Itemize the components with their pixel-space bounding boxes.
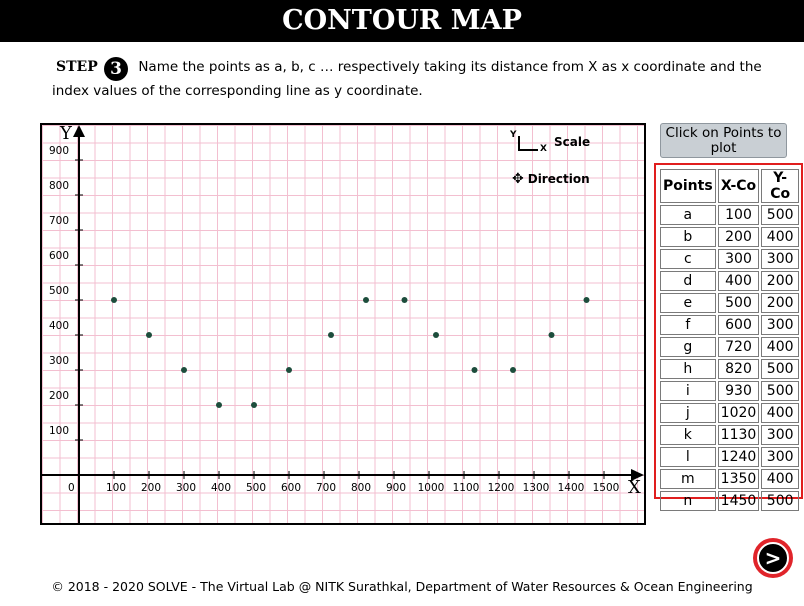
x-coordinate-cell: 600 (718, 315, 760, 335)
table-row (660, 249, 799, 269)
x-tick-label: 300 (175, 482, 197, 494)
y-coordinate-cell: 500 (761, 359, 799, 379)
direction-control[interactable] (512, 171, 590, 187)
table-row (660, 205, 799, 225)
x-coordinate-cell: 1240 (718, 447, 760, 467)
data-point (111, 297, 117, 303)
x-tick-label: 1500 (592, 482, 620, 494)
scale-label: Scale (554, 135, 591, 149)
x-coordinate-cell: 1020 (718, 403, 760, 423)
point-name-cell: e (660, 293, 716, 313)
x-tick-label: 1300 (522, 482, 550, 494)
points-table (658, 167, 801, 513)
x-tick-label: 1100 (452, 482, 480, 494)
instruction-body: Name the points as a, b, c … respectively taking its distance from X as x coordinate and the index values of the corresponding line as y coordinate. (52, 59, 762, 99)
x-coordinate-cell: 1130 (718, 425, 760, 445)
x-coordinate-cell: 300 (718, 249, 760, 269)
table-row (660, 425, 799, 445)
step-number-badge: 3 (104, 57, 128, 81)
x-tick-label: 100 (105, 482, 127, 494)
table-row (660, 293, 799, 313)
table-header-1: X-Co (718, 169, 760, 203)
y-coordinate-cell: 400 (761, 469, 799, 489)
table-row (660, 381, 799, 401)
table-header-2: Y-Co (761, 169, 799, 203)
footer-copyright: © 2018 - 2020 SOLVE - The Virtual Lab @ NITK Surathkal, Department of Water Resources & Ocean Engineering (51, 579, 753, 594)
y-tick-label: 400 (48, 320, 69, 332)
y-coordinate-cell: 200 (761, 293, 799, 313)
points-coordinate-panel (654, 163, 803, 509)
y-tick-label: 500 (48, 285, 69, 297)
data-point (251, 402, 257, 408)
data-point (472, 367, 478, 373)
x-coordinate-cell: 400 (718, 271, 760, 291)
y-coordinate-cell: 200 (761, 271, 799, 291)
x-axis-label: X (628, 477, 641, 498)
y-tick-label: 200 (48, 390, 69, 402)
data-point (328, 332, 334, 338)
data-point (146, 332, 152, 338)
axes-scale-icon: Y X (510, 130, 547, 154)
x-tick-label: 600 (280, 482, 302, 494)
data-point (216, 402, 222, 408)
point-name-cell: n (660, 491, 716, 511)
y-coordinate-cell: 400 (761, 227, 799, 247)
y-tick-label: 300 (48, 355, 69, 367)
y-coordinate-cell: 300 (761, 425, 799, 445)
x-tick-label: 400 (210, 482, 232, 494)
y-coordinate-cell: 300 (761, 249, 799, 269)
step-label: STEP (56, 59, 98, 75)
data-point (549, 332, 555, 338)
table-header-0: Points (660, 169, 716, 203)
point-name-cell: d (660, 271, 716, 291)
x-tick-label: 1000 (417, 482, 445, 494)
table-row (660, 227, 799, 247)
data-point (363, 297, 369, 303)
x-tick-label: 200 (140, 482, 162, 494)
table-row (660, 359, 799, 379)
y-coordinate-cell: 500 (761, 205, 799, 225)
x-tick-label: 700 (315, 482, 337, 494)
x-tick-label: 1200 (487, 482, 515, 494)
y-coordinate-cell: 500 (761, 381, 799, 401)
point-name-cell: g (660, 337, 716, 357)
y-tick-label: 100 (48, 425, 69, 437)
table-row (660, 403, 799, 423)
point-name-cell: k (660, 425, 716, 445)
x-coordinate-cell: 930 (718, 381, 760, 401)
x-coordinate-cell: 100 (718, 205, 760, 225)
x-coordinate-cell: 200 (718, 227, 760, 247)
point-name-cell: c (660, 249, 716, 269)
point-name-cell: h (660, 359, 716, 379)
move-arrows-icon: ✥ (512, 171, 524, 187)
x-tick-label: 900 (385, 482, 407, 494)
data-point (286, 367, 292, 373)
data-point (433, 332, 439, 338)
table-row (660, 271, 799, 291)
next-button[interactable] (753, 538, 793, 578)
table-row (660, 469, 799, 489)
contour-plot-area[interactable] (40, 123, 646, 525)
y-tick-label: 900 (48, 145, 69, 157)
point-name-cell: m (660, 469, 716, 489)
y-coordinate-cell: 300 (761, 447, 799, 467)
point-name-cell: l (660, 447, 716, 467)
x-coordinate-cell: 500 (718, 293, 760, 313)
y-axis-label: Y (60, 125, 72, 144)
data-point (510, 367, 516, 373)
data-point (181, 367, 187, 373)
point-name-cell: f (660, 315, 716, 335)
x-coordinate-cell: 1350 (718, 469, 760, 489)
x-coordinate-cell: 820 (718, 359, 760, 379)
point-name-cell: b (660, 227, 716, 247)
x-coordinate-cell: 1450 (718, 491, 760, 511)
y-coordinate-cell: 300 (761, 315, 799, 335)
y-coordinate-cell: 400 (761, 403, 799, 423)
data-point (584, 297, 590, 303)
x-tick-label: 800 (350, 482, 372, 494)
point-name-cell: j (660, 403, 716, 423)
plot-points-button[interactable]: Click on Points to plot (660, 123, 787, 158)
table-row (660, 447, 799, 467)
direction-label: Direction (527, 172, 590, 186)
table-row (660, 337, 799, 357)
point-name-cell: a (660, 205, 716, 225)
x-tick-label: 1400 (557, 482, 585, 494)
x-tick-label: 500 (245, 482, 267, 494)
data-point (402, 297, 408, 303)
table-row (660, 315, 799, 335)
chevron-right-icon: > (757, 542, 789, 574)
page-title: CONTOUR MAP (0, 0, 804, 42)
y-tick-label: 800 (48, 180, 69, 192)
instruction-text (52, 57, 792, 101)
y-coordinate-cell: 500 (761, 491, 799, 511)
y-coordinate-cell: 400 (761, 337, 799, 357)
y-axis-arrow-icon (73, 125, 85, 137)
x-tick-label: 0 (68, 482, 75, 494)
y-tick-label: 700 (48, 215, 69, 227)
y-tick-label: 600 (48, 250, 69, 262)
point-name-cell: i (660, 381, 716, 401)
x-coordinate-cell: 720 (718, 337, 760, 357)
table-row (660, 491, 799, 511)
